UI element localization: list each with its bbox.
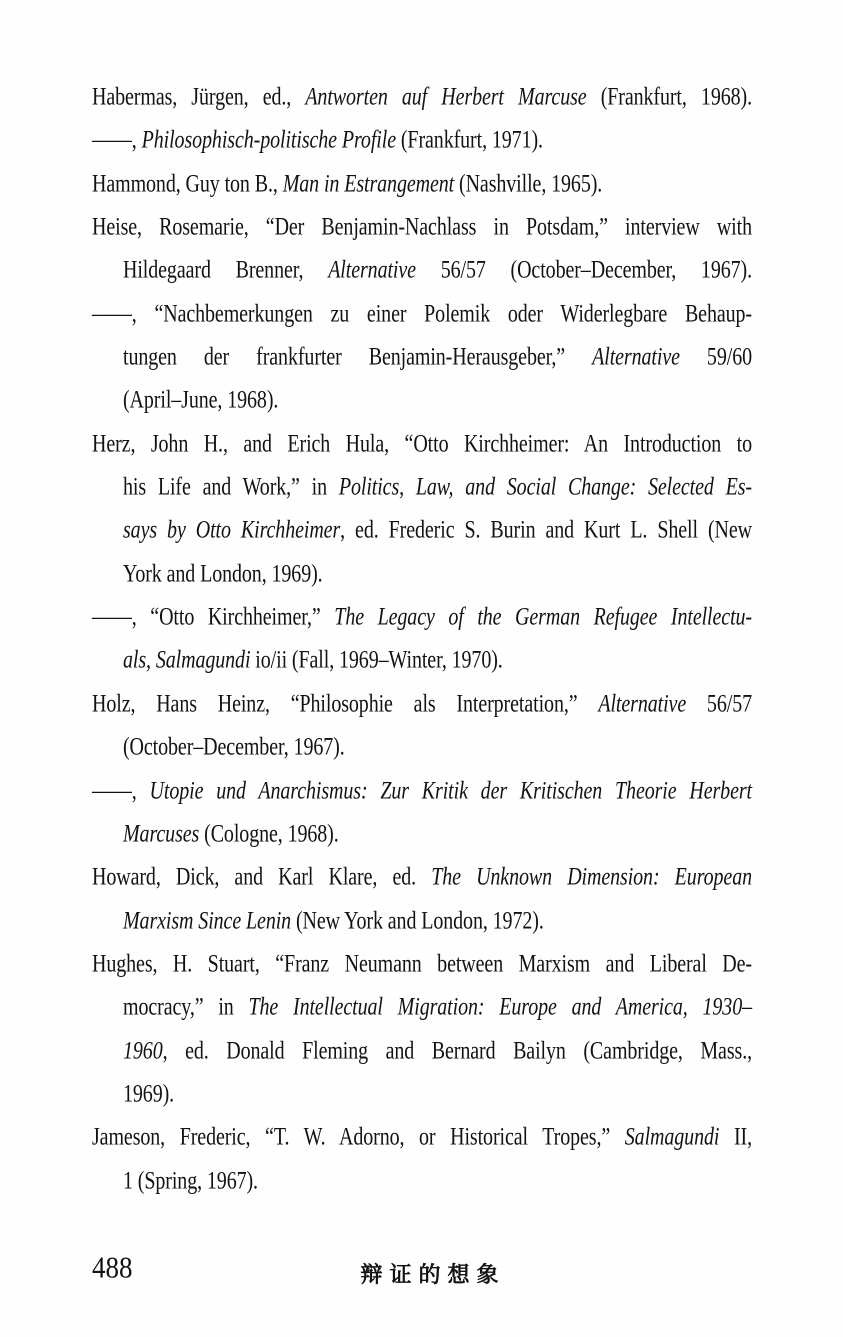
bib-segment: (Frankfurt, 1971).: [395, 126, 543, 155]
bib-segment-italic: als, Salmagundi: [123, 646, 251, 675]
bib-line: [92, 1154, 752, 1209]
bib-segment-italic: Philosophisch-politische Profile: [141, 126, 396, 155]
bib-segment-italic: The Legacy of the German Refugee Intellectu-: [334, 602, 752, 632]
bib-segment-italic: Politics, Law, and Social Change: Selected Es-: [338, 472, 752, 501]
bib-segment: (October–December, 1967).: [123, 732, 345, 762]
bib-segment: io/ii (Fall, 1969–Winter, 1970).: [250, 646, 503, 675]
bib-segment-italic: Man in Estrangement: [282, 169, 455, 198]
bib-segment: Heise, Rosemarie, “Der Benjamin-Nachlass in Potsdam,” interview with: [92, 212, 752, 241]
bib-segment-italic: Alternative: [328, 256, 416, 285]
bib-segment: ——,: [92, 776, 150, 805]
bib-segment: , ed. Frederic S. Burin and Kurt L. Shell (New: [340, 516, 752, 545]
bib-segment-italic: Alternative: [598, 689, 687, 718]
bibliography: [92, 76, 752, 1203]
bib-segment-italic: The Unknown Dimension: European: [431, 862, 753, 892]
bib-segment: 1 (Spring, 1967).: [123, 1166, 258, 1195]
bib-segment: (Cologne, 1968).: [199, 819, 339, 848]
bib-segment-italic: Marxism Since Lenin: [123, 906, 292, 935]
bib-segment-italic: says by Otto Kirchheimer: [123, 516, 341, 545]
bib-segment: mocracy,” in: [123, 992, 249, 1022]
bib-segment: his Life and Work,” in: [123, 472, 339, 501]
bib-segment: Hughes, H. Stuart, “Franz Neumann between Marxism and Liberal De-: [92, 949, 752, 978]
bib-segment: 56/57: [686, 689, 752, 718]
page-number: 488: [92, 1249, 133, 1285]
bib-segment: Herz, John H., and Erich Hula, “Otto Kirchheimer: An Introduction to: [92, 429, 752, 458]
bib-segment-italic: Salmagundi: [624, 1122, 720, 1152]
bib-segment: (Frankfurt, 1968).: [586, 82, 752, 111]
bib-segment: (New York and London, 1972).: [291, 906, 544, 935]
bib-segment: II,: [719, 1122, 752, 1152]
bib-segment: Habermas, Jürgen, ed.,: [92, 82, 306, 111]
bib-segment: 59/60: [679, 342, 752, 371]
bib-segment-italic: Marcuses: [123, 819, 200, 848]
bib-segment-italic: Alternative: [592, 342, 680, 371]
bib-segment-italic: Antworten auf Herbert Marcuse: [305, 82, 587, 111]
bib-segment-italic: Utopie und Anarchismus: Zur Kritik der Kritischen Theorie Herbert: [149, 776, 752, 805]
running-title: 辩证的想象: [360, 1263, 506, 1288]
bib-segment: 56/57 (October–December, 1967).: [415, 256, 752, 285]
bib-segment: Hildegaard Brenner,: [123, 256, 329, 285]
bib-segment: ——,: [92, 126, 142, 155]
bib-segment: , ed. Donald Fleming and Bernard Bailyn (Cambridge, Mass.,: [162, 1036, 752, 1065]
page-footer: [0, 1246, 843, 1298]
bib-segment: Holz, Hans Heinz, “Philosophie als Interpretation,”: [92, 689, 599, 718]
bib-segment-italic: The Intellectual Migration: Europe and America, 1930–: [248, 992, 753, 1022]
bib-segment: Howard, Dick, and Karl Klare, ed.: [92, 862, 432, 892]
bib-segment: ——, “Nachbemerkungen zu einer Polemik oder Widerlegbare Behaup-: [92, 299, 752, 328]
bib-segment: tungen der frankfurter Benjamin-Herausgeber,”: [123, 342, 593, 371]
bib-segment: ——, “Otto Kirchheimer,”: [92, 602, 335, 632]
bib-segment: (April–June, 1968).: [123, 386, 279, 415]
bib-segment-italic: 1960: [123, 1036, 163, 1065]
bib-segment: 1969).: [123, 1079, 175, 1108]
bib-segment: York and London, 1969).: [123, 559, 323, 588]
bib-segment: (Nashville, 1965).: [454, 169, 603, 198]
bib-segment: Hammond, Guy ton B.,: [92, 169, 283, 198]
bib-segment: Jameson, Frederic, “T. W. Adorno, or Historical Tropes,”: [92, 1122, 625, 1152]
